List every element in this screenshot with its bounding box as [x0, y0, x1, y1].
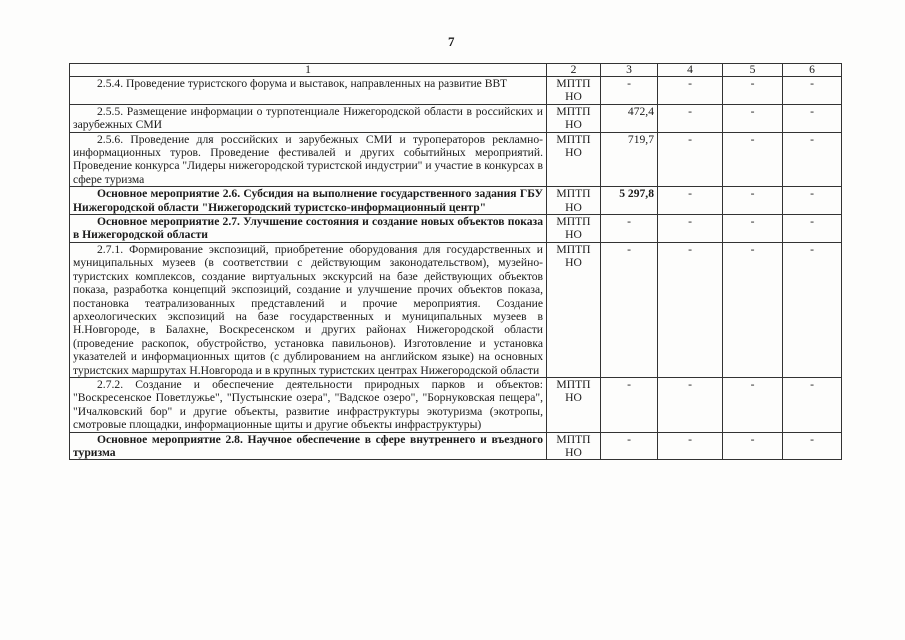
table-row	[70, 104, 842, 132]
value-cell: -	[723, 104, 783, 132]
value-cell: -	[658, 187, 723, 215]
value-cell: -	[783, 377, 842, 432]
page-number: 7	[448, 34, 455, 49]
activity-description: Основное мероприятие 2.6. Субсидия на выполнение государственного задания ГБУ Нижегородской области "Нижегородский туристско-информационный центр"	[70, 187, 547, 215]
value-cell: -	[601, 377, 658, 432]
value-cell: -	[723, 215, 783, 243]
value-cell: -	[783, 215, 842, 243]
value-cell: -	[723, 242, 783, 377]
table-row	[70, 215, 842, 243]
value-cell: -	[658, 104, 723, 132]
table-row	[70, 187, 842, 215]
activity-description: 2.5.6. Проведение для российских и зарубежных СМИ и туроператоров рекламно-информационных туров. Проведение фестивалей и других событийных мероприятий. Проведение конкурса "Лидеры нижегородской туристской индустрии" и участие в конкурсах в сфере туризма	[70, 132, 547, 187]
value-cell: -	[723, 77, 783, 105]
value-cell: -	[601, 215, 658, 243]
executor-cell: МПТП НО	[547, 187, 601, 215]
column-header: 3	[601, 64, 658, 77]
column-header: 4	[658, 64, 723, 77]
value-cell: 472,4	[601, 104, 658, 132]
executor-cell: МПТП НО	[547, 242, 601, 377]
value-cell: -	[783, 432, 842, 460]
value-cell: -	[723, 187, 783, 215]
executor-cell: МПТП НО	[547, 104, 601, 132]
activity-description: 2.7.1. Формирование экспозиций, приобретение оборудования для государственных и муниципальных музеев (в соответствии с действующим законодательством), музейно-туристских комплексов, создание виртуальных экскурсий на базе действующих объектов показа, разработка концепций экспозиций, создание и улучшение прочих объектов показа, постановка театрализованных представлений и прочие мероприятия. Создание археологических экспозиций на базе государственных и муниципальных музеев в Н.Новгороде, в Балахне, Воскресенском и других районах Нижегородской области (проведение раскопок, обустройство, установка павильонов). Изготовление и установка указателей и информационных щитов (с дублированием на английском языке) на основных туристских маршрутах Н.Новгорода и в крупных туристских центрах Нижегородской области	[70, 242, 547, 377]
value-cell: -	[601, 432, 658, 460]
column-header: 2	[547, 64, 601, 77]
executor-cell: МПТП НО	[547, 132, 601, 187]
value-cell: -	[783, 187, 842, 215]
executor-cell: МПТП НО	[547, 215, 601, 243]
activity-description: Основное мероприятие 2.7. Улучшение состояния и создание новых объектов показа в Нижегородской области	[70, 215, 547, 243]
activity-description: Основное мероприятие 2.8. Научное обеспечение в сфере внутреннего и въездного туризма	[70, 432, 547, 460]
value-cell: -	[723, 132, 783, 187]
header-row	[70, 64, 842, 77]
value-cell: -	[658, 432, 723, 460]
value-cell: -	[783, 77, 842, 105]
value-cell: 5 297,8	[601, 187, 658, 215]
value-cell: -	[658, 77, 723, 105]
value-cell: -	[601, 77, 658, 105]
value-cell: 719,7	[601, 132, 658, 187]
column-header: 1	[70, 64, 547, 77]
activity-description: 2.5.4. Проведение туристского форума и выставок, направленных на развитие ВВТ	[70, 77, 547, 105]
column-header: 6	[783, 64, 842, 77]
activity-description: 2.7.2. Создание и обеспечение деятельности природных парков и объектов: "Воскресенское Поветлужье", "Пустынские озера", "Вадское озеро", "Борнуковская пещера", "Ичалковский бор" и другие объекты, развитие инфраструктуры экотуризма (экотропы, смотровые площадки, информационные щиты и другие объекты инфраструктуры)	[70, 377, 547, 432]
value-cell: -	[783, 242, 842, 377]
value-cell: -	[658, 132, 723, 187]
table-row	[70, 377, 842, 432]
table-row	[70, 132, 842, 187]
column-header: 5	[723, 64, 783, 77]
value-cell: -	[723, 432, 783, 460]
value-cell: -	[723, 377, 783, 432]
executor-cell: МПТП НО	[547, 77, 601, 105]
value-cell: -	[601, 242, 658, 377]
table-row	[70, 242, 842, 377]
table-row	[70, 77, 842, 105]
program-table	[69, 63, 842, 460]
executor-cell: МПТП НО	[547, 432, 601, 460]
value-cell: -	[658, 242, 723, 377]
value-cell: -	[658, 215, 723, 243]
executor-cell: МПТП НО	[547, 377, 601, 432]
value-cell: -	[783, 132, 842, 187]
value-cell: -	[658, 377, 723, 432]
value-cell: -	[783, 104, 842, 132]
activity-description: 2.5.5. Размещение информации о турпотенциале Нижегородской области в российских и зарубежных СМИ	[70, 104, 547, 132]
table-row	[70, 432, 842, 460]
